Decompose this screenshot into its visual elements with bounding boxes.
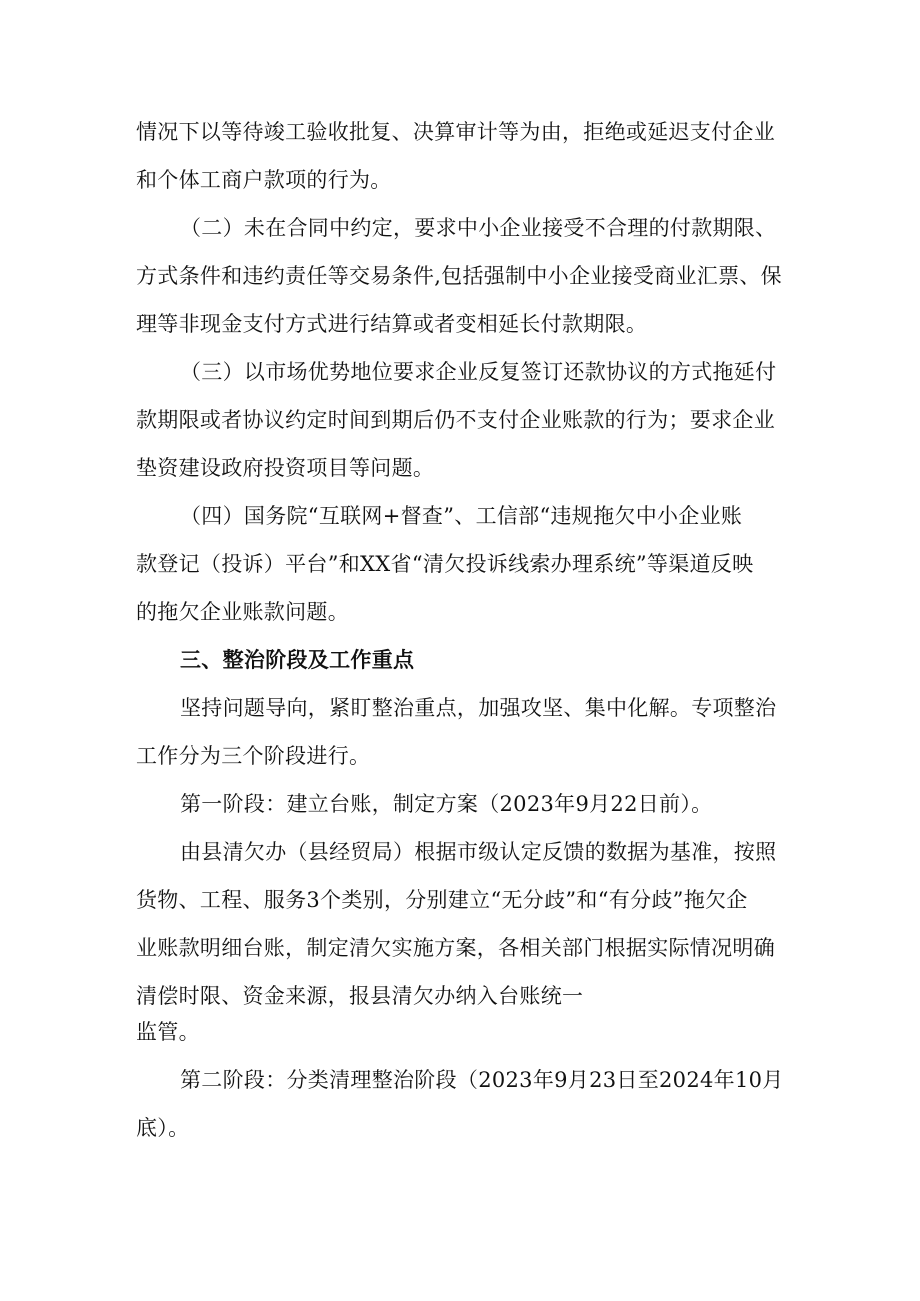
paragraph-line: 业账款明细台账，制定清欠实施方案，各相关部门根据实际情况明确 — [136, 936, 775, 960]
paragraph-line: 和个体工商户款项的行为。 — [136, 168, 392, 192]
paragraph-line: 第二阶段：分类清理整治阶段（2023年9月23日至2024年10月 — [180, 1068, 784, 1092]
paragraph-line: 款期限或者协议约定时间到期后仍不支付企业账款的行为；要求企业 — [136, 408, 775, 432]
paragraph-line: 工作分为三个阶段进行。 — [136, 744, 371, 768]
paragraph-line: 坚持问题导向，紧盯整治重点，加强攻坚、集中化解。专项整治 — [180, 696, 777, 720]
paragraph-line: 方式条件和违约责任等交易条件,包括强制中小企业接受商业汇票、保 — [136, 264, 782, 288]
paragraph-line: 款登记（投诉）平台”和XX省“清欠投诉线索办理系统”等渠道反映 — [136, 552, 754, 576]
paragraph-line: （二）未在合同中约定，要求中小企业接受不合理的付款期限、 — [180, 216, 777, 240]
paragraph-line: 情况下以等待竣工验收批复、决算审计等为由，拒绝或延迟支付企业 — [136, 120, 775, 144]
paragraph-line: 由县清欠办（县经贸局）根据市级认定反馈的数据为基准，按照 — [180, 840, 777, 864]
paragraph-line: 的拖欠企业账款问题。 — [136, 600, 349, 624]
paragraph-line: 第一阶段：建立台账，制定方案（2023年9月22日前）。 — [180, 792, 713, 816]
paragraph-line: 垫资建设政府投资项目等问题。 — [136, 456, 435, 480]
paragraph-line: 监管。 — [136, 1020, 200, 1044]
paragraph-line: 清偿时限、资金来源，报县清欠办纳入台账统一 — [136, 984, 584, 1008]
paragraph-line: （三）以市场优势地位要求企业反复签订还款协议的方式拖延付 — [180, 360, 777, 384]
paragraph-line: （四）国务院“互联网+督查”、工信部“违规拖欠中小企业账 — [180, 504, 743, 528]
section-heading: 三、整治阶段及工作重点 — [180, 648, 415, 672]
paragraph-line: 底）。 — [136, 1116, 190, 1140]
paragraph-line: 货物、工程、服务3个类别，分别建立“无分歧”和“有分歧”拖欠企 — [136, 888, 748, 912]
paragraph-line: 理等非现金支付方式进行结算或者变相延长付款期限。 — [136, 312, 648, 336]
